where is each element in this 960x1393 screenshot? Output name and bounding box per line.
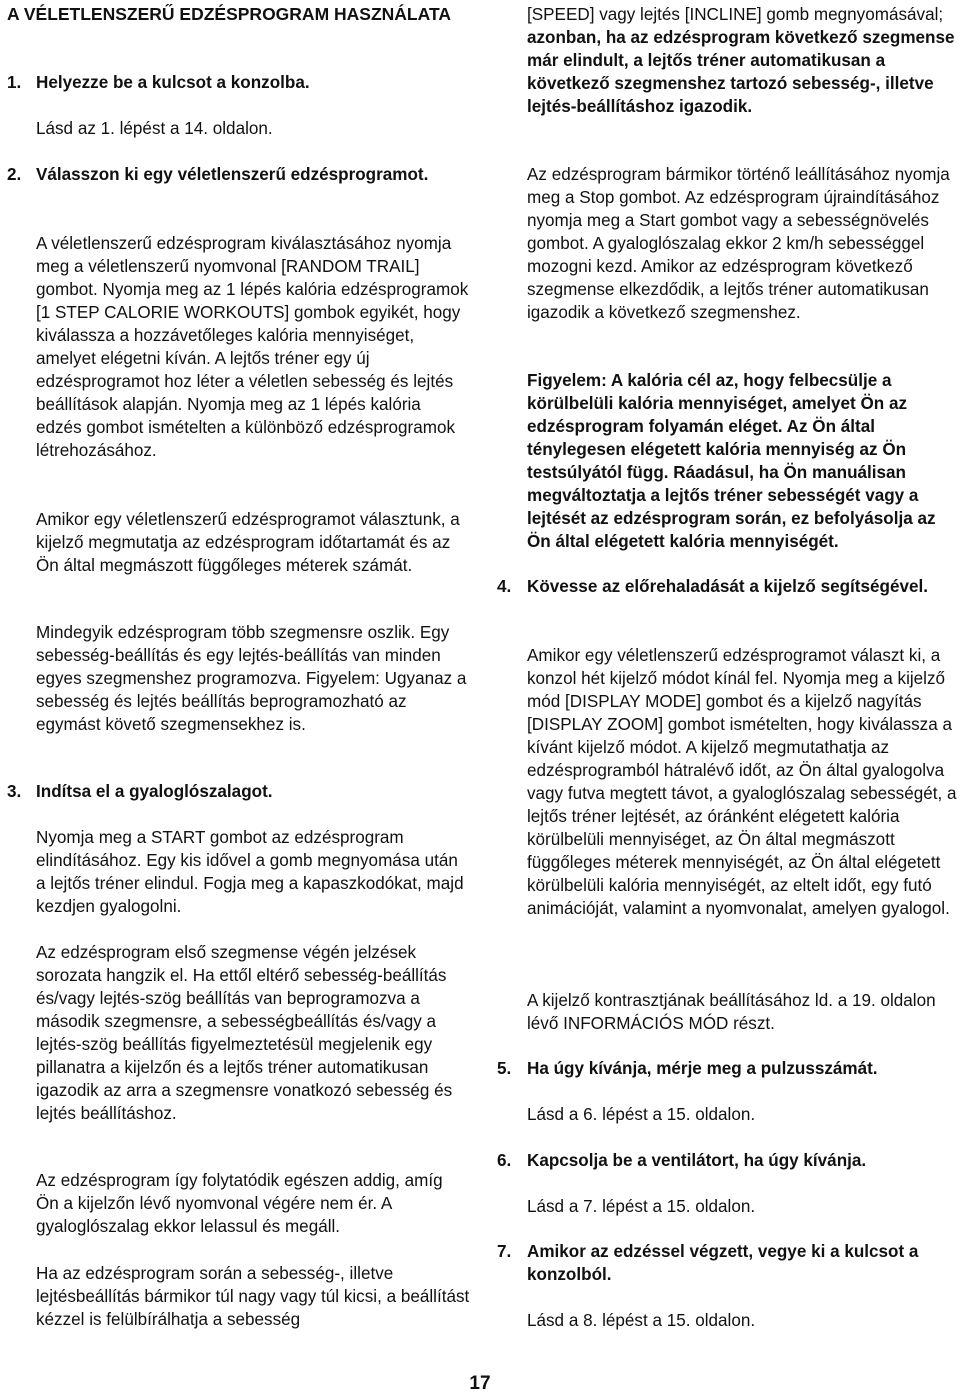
step-4-paragraph-2: A kijelző kontrasztjának beállításához ld. a 19. oldalon lévő INFORMÁCIÓS MÓD részt.	[527, 991, 936, 1033]
page-number: 17	[469, 1373, 491, 1393]
step-3-paragraph-2: Az edzésprogram első szegmense végén jelzések sorozata hangzik el. Ha ettől eltérő sebesség-beállítás és/vagy lejtés-szög beállítás van beprogramozva a második szegmensre, a sebességbeállítás és/vagy a lejtés-szög beállítás figyelmeztetésül megjelenik egy pillanatra a kijelzőn és a lejtős tréner automatikusan igazodik az arra a szegmensre vonatkozó sebesség és lejtés beállításhoz.	[36, 943, 453, 1123]
step-2-paragraph-3: Mindegyik edzésprogram több szegmensre oszlik. Egy sebesség-beállítás és egy lejtés-beállítás van minden egyes szegmenshez programozva. Figyelem: Ugyanaz a sebesség és lejtés beállítás beprogramozható az egymást követő szegmensekhez is.	[36, 623, 467, 734]
calorie-note: Figyelem: A kalória cél az, hogy felbecsülje a körülbelüli kalória mennyiséget, amelyet Ön az edzésprogram folyamán eléget. Az Ön által ténylegesen elégetett kalória mennyiség az Ön testsúlyától függ. Ráadásul, ha Ön manuálisan megváltoztatja a lejtős tréner sebességét vagy a lejtését az edzésprogram során, ez befolyásolja az Ön által elégetett kalória mennyiségét.	[527, 371, 936, 551]
step-number: 2.	[7, 165, 22, 184]
step-title: Ha úgy kívánja, mérje meg a pulzusszámát.	[527, 1059, 878, 1078]
step-3-paragraph-3: Az edzésprogram így folytatódik egészen addig, amíg Ön a kijelzőn lévő nyomvonal végére nem ér. A gyaloglószalag ekkor lelassul és megáll.	[36, 1171, 443, 1236]
step-title: Indítsa el a gyaloglószalagot.	[36, 782, 273, 801]
step-number: 5.	[497, 1059, 512, 1078]
step-title: Kapcsolja be a ventilátort, ha úgy kívánja.	[527, 1151, 867, 1170]
stop-paragraph: Az edzésprogram bármikor történő leállításához nyomja meg a Stop gombot. Az edzésprogram újraindításához nyomja meg a Start gombot vagy a sebességnövelés gombot. A gyaloglószalag ekkor 2 km/h sebességgel mozogni kezd. Amikor az edzésprogram következő szegmense elkezdődik, a lejtős tréner automatikusan igazodik a következő szegmenshez.	[527, 165, 950, 322]
step-5-text: Lásd a 6. lépést a 15. oldalon.	[527, 1105, 756, 1124]
section-heading: A VÉLETLENSZERŰ EDZÉSPROGRAM HASZNÁLATA	[7, 4, 451, 24]
step-number: 3.	[7, 782, 22, 801]
step-6-text: Lásd a 7. lépést a 15. oldalon.	[527, 1197, 756, 1216]
step-2-paragraph-2: Amikor egy véletlenszerű edzésprogramot választunk, a kijelző megmutatja az edzésprogram időtartamát és az Ön által megmászott függőleges méterek számát.	[36, 510, 460, 575]
step-title: Amikor az edzéssel végzett, vegye ki a kulcsot a konzolból.	[527, 1242, 919, 1284]
step-title: Kövesse az előrehaladását a kijelző segítségével.	[527, 577, 928, 596]
step-1-text: Lásd az 1. lépést a 14. oldalon.	[36, 119, 273, 138]
step-title: Helyezze be a kulcsot a konzolba.	[36, 73, 310, 92]
continued-text: [SPEED] vagy lejtés [INCLINE] gomb megnyomásával;	[527, 5, 944, 24]
step-number: 1.	[7, 73, 22, 92]
step-number: 4.	[497, 577, 512, 596]
step-number: 7.	[497, 1242, 512, 1261]
step-7-text: Lásd a 8. lépést a 15. oldalon.	[527, 1311, 756, 1330]
step-3-paragraph-4: Ha az edzésprogram során a sebesség-, illetve lejtésbeállítás bármikor túl nagy vagy túl kicsi, a beállítást kézzel is felülbírálhatja a sebesség	[36, 1264, 470, 1329]
continued-bold-text: azonban, ha az edzésprogram következő szegmense már elindult, a lejtős tréner automatikusan a következő szegmenshez tartozó sebesség-, illetve lejtés-beállításhoz igazodik.	[527, 28, 955, 116]
step-number: 6.	[497, 1151, 512, 1170]
step-title: Válasszon ki egy véletlenszerű edzésprogramot.	[36, 165, 429, 184]
step-4-paragraph-1: Amikor egy véletlenszerű edzésprogramot választ ki, a konzol hét kijelző módot kínál fel. Nyomja meg a kijelző mód [DISPLAY MODE] gombot és a kijelző nagyítás [DISPLAY ZOOM] gombot ismételten, hogy kiválassza a kívánt kijelző módot. A kijelző megmutathatja az edzésprogramból hátralévő időt, az Ön által gyalogolva vagy futva megtett távot, a gyaloglószalag sebességét, a lejtős tréner lejtését, az óránként elégetett kalória körülbelüli mennyiséget, az Ön által megmászott függőleges méterek mennyiségét, az Ön által elégetett körülbelüli kalória mennyiségét, az eltelt időt, egy futó animációját, valamint a nyomvonalat, amelyen gyalogol.	[527, 646, 957, 918]
step-3-paragraph-1: Nyomja meg a START gombot az edzésprogram elindításához. Egy kis idővel a gomb megnyomása után a lejtős tréner elindul. Fogja meg a kapaszkodókat, majd kezdjen gyalogolni.	[36, 828, 464, 916]
continued-paragraph	[527, 3, 960, 118]
step-2-paragraph-1: A véletlenszerű edzésprogram kiválasztásához nyomja meg a véletlenszerű nyomvonal [RANDOM TRAIL] gombot. Nyomja meg az 1 lépés kalória edzésprogramok [1 STEP CALORIE WORKOUTS] gombok egyikét, hogy kiválassza a hozzávetőleges kalória mennyiséget, amelyet elégetni kíván. A lejtős tréner egy új edzésprogramot hoz léter a véletlen sebesség és lejtés beállítások alapján. Nyomja meg az 1 lépés kalória edzés gombot ismételten a különböző edzésprogramok létrehozásához.	[36, 234, 469, 460]
